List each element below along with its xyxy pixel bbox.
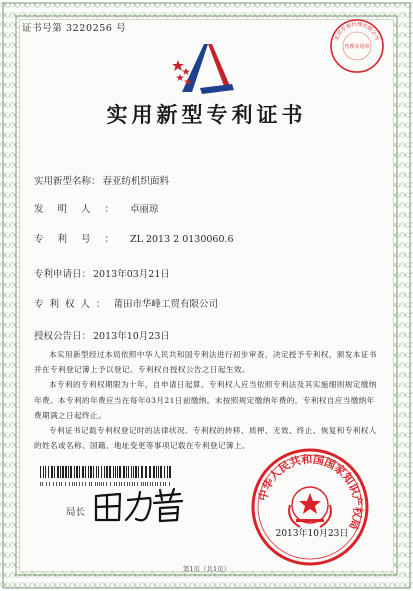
barcode-bar	[42, 482, 43, 486]
barcode-bar	[106, 466, 108, 478]
seal-date: 2013年10月23日	[275, 529, 349, 539]
barcode-bar	[76, 482, 77, 486]
barcode-bar	[128, 466, 129, 478]
barcode-bar	[164, 466, 165, 478]
barcode-bar	[145, 466, 147, 478]
barcode-bar	[69, 482, 70, 486]
barcode-bar	[123, 466, 125, 478]
barcode-bar	[93, 466, 94, 478]
barcode-bar	[62, 466, 64, 478]
barcode-bar	[153, 466, 155, 478]
barcode-bar	[90, 466, 92, 478]
barcode-bar	[74, 482, 75, 486]
barcode-bar	[115, 466, 116, 478]
svg-text:北京专利代理有限公司	[332, 20, 382, 42]
director-signature	[90, 486, 186, 526]
barcode-bar	[59, 482, 60, 486]
field-grant-date: 授权公告日： 2013年10月23日	[34, 331, 170, 342]
body-paragraph: 本实用新型经过本局依照中华人民共和国专利法进行初步审查，决定授予专利权，颁发本证书并在专利登记簿上予以登记。专利权自授权公告之日起生效。	[34, 350, 377, 375]
barcode-bar	[54, 466, 55, 478]
barcode-bar	[70, 466, 72, 478]
field-inventor: 发明人： 卓丽琼	[34, 204, 159, 215]
barcode-bar	[113, 466, 114, 478]
body-paragraph: 本专利的专利权期限为十年，自申请日起算。专利权人应当依照专利法及其实施细则规定缴纳年费。本专利的年费应当在每年03月21日前缴纳。未按照规定缴纳年费的，专利权自应当缴纳年费期满之日起终止。	[34, 380, 377, 420]
barcode-bar	[119, 466, 121, 478]
barcode-bar	[85, 466, 86, 478]
barcode-bar	[45, 466, 46, 478]
barcode-bar	[160, 466, 162, 478]
barcode-bar	[65, 466, 67, 478]
barcode-bar	[43, 466, 44, 478]
barcode-bar	[135, 466, 137, 478]
barcode-bar	[51, 466, 53, 478]
barcode-bar	[158, 466, 159, 478]
barcode-bar	[156, 466, 157, 478]
barcode-bar	[40, 466, 41, 478]
barcode-bar	[104, 466, 105, 478]
certificate-body-text	[34, 347, 380, 453]
director-label: 局长	[66, 507, 86, 518]
certificate-number: 证书号第 3220256 号	[22, 23, 127, 34]
barcode-bar	[82, 482, 83, 486]
agency-seal	[329, 18, 385, 74]
barcode-bar	[76, 466, 78, 478]
barcode-bar	[101, 466, 102, 478]
barcode-bar	[109, 466, 111, 478]
barcode-bar	[131, 466, 132, 478]
barcode-bar	[46, 482, 47, 486]
barcode-bar	[79, 466, 80, 478]
barcode-bar	[117, 466, 118, 478]
page-footer: 第1页（共1页）	[182, 565, 231, 573]
barcode-bar	[56, 482, 57, 486]
barcode-bar	[141, 466, 143, 478]
barcode-bar	[88, 466, 89, 478]
patent-office-emblem-icon	[172, 40, 242, 96]
barcode-bar	[61, 482, 62, 486]
barcode-bar	[98, 466, 99, 478]
field-patent-number: 专利号： ZL 2013 2 0130060.6	[34, 234, 234, 245]
barcode-bar	[133, 466, 134, 478]
barcode-bar	[60, 466, 61, 478]
barcode-bar	[82, 466, 84, 478]
agency-seal-center-text: 代理专用章	[344, 44, 370, 50]
barcode-bar	[96, 466, 97, 478]
barcode-bar	[68, 466, 69, 478]
field-patentee: 专利权人： 莆田市华峰工贸有限公司	[34, 299, 219, 310]
page-title: 实用新型专利证书	[106, 102, 307, 127]
barcode-bar	[74, 466, 75, 478]
body-paragraph: 专利证书记载专利权登记时的法律状况。专利权的转移、质押、无效、终止、恢复和专利权人的姓名或名称、国籍、地址变更等事项记载在专利登记簿上。	[34, 426, 377, 451]
barcode-bar	[49, 482, 50, 486]
barcode-bar	[40, 482, 41, 486]
barcode-bar	[53, 482, 54, 486]
barcode-bar	[48, 466, 49, 478]
barcode-bar	[85, 482, 86, 486]
patent-office-seal-ring-text: 中华人民共和国国家知识产权局	[256, 452, 365, 532]
field-filing-date: 专利申请日： 2013年03月21日	[34, 269, 170, 280]
field-utility-model-name: 实用新型名称： 春亚纺机织面料	[34, 176, 170, 187]
agency-seal-ring-text: 北京专利代理有限公司	[333, 21, 381, 42]
barcode-bar	[138, 466, 139, 478]
patent-office-seal	[250, 447, 370, 567]
barcode-bar	[72, 482, 73, 486]
barcode-bar	[167, 466, 168, 478]
barcode-bar	[65, 482, 66, 486]
barcode-bar	[57, 466, 59, 478]
barcode-bar	[169, 466, 171, 478]
barcode-bar	[149, 466, 151, 478]
barcode-bar	[126, 466, 127, 478]
barcode	[40, 466, 174, 478]
barcode-bar	[79, 482, 80, 486]
